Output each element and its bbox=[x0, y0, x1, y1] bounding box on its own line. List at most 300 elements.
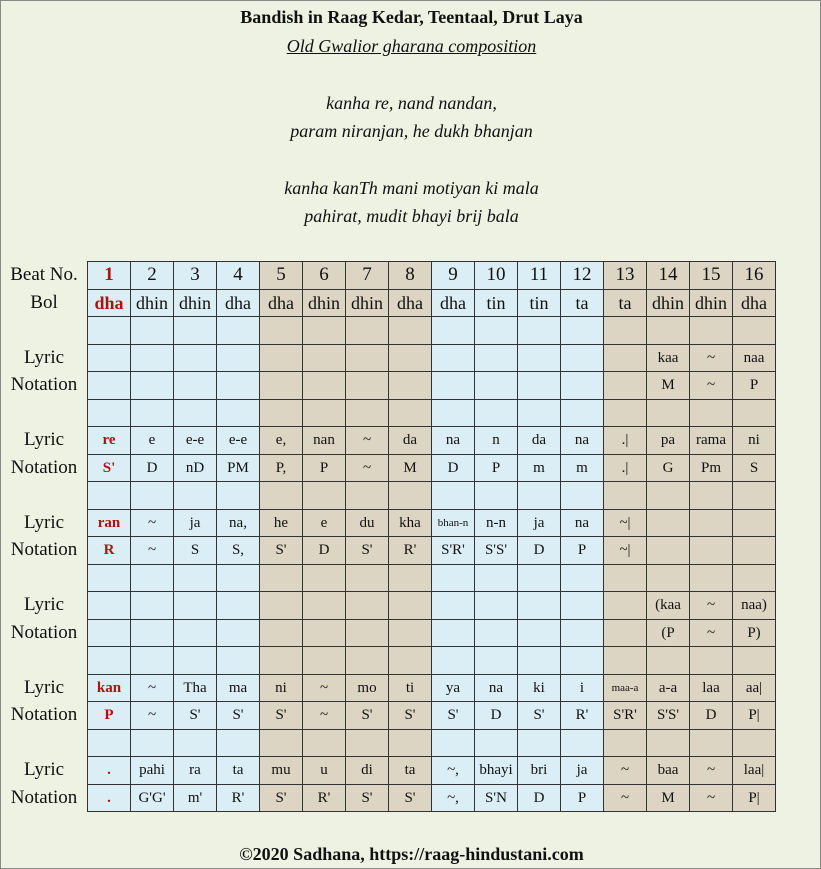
bol-cell: dha bbox=[217, 289, 260, 317]
empty-cell bbox=[604, 647, 647, 675]
notation-cell: S' bbox=[174, 702, 217, 730]
empty-cell bbox=[690, 729, 733, 757]
notation-cell: R bbox=[88, 537, 131, 565]
empty-cell bbox=[475, 482, 518, 510]
notation-cell: (P bbox=[647, 619, 690, 647]
notation-cell: S bbox=[733, 454, 776, 482]
notation-cell: S, bbox=[217, 537, 260, 565]
lyric-cell bbox=[346, 344, 389, 372]
bol-cell: dhin bbox=[131, 289, 174, 317]
empty-cell bbox=[432, 482, 475, 510]
notation-cell bbox=[432, 372, 475, 400]
empty-cell bbox=[690, 482, 733, 510]
lyric-cell bbox=[174, 592, 217, 620]
notation-cell bbox=[561, 619, 604, 647]
notation-cell: S' bbox=[260, 537, 303, 565]
beat-cell: 6 bbox=[303, 262, 346, 290]
notation-cell bbox=[260, 619, 303, 647]
lyric-cell: na, bbox=[217, 509, 260, 537]
spacer-label bbox=[1, 646, 87, 674]
notation-cell: S' bbox=[346, 537, 389, 565]
bol-cell: dha bbox=[88, 289, 131, 317]
bol-cell: dha bbox=[260, 289, 303, 317]
empty-cell bbox=[217, 647, 260, 675]
empty-cell bbox=[346, 564, 389, 592]
empty-cell bbox=[733, 729, 776, 757]
empty-cell bbox=[690, 564, 733, 592]
notation-cell: D bbox=[518, 784, 561, 812]
empty-cell bbox=[733, 482, 776, 510]
notation-cell bbox=[346, 372, 389, 400]
empty-cell bbox=[432, 317, 475, 345]
beat-cell: 4 bbox=[217, 262, 260, 290]
notation-cell: S' bbox=[346, 784, 389, 812]
lyric-row bbox=[88, 344, 776, 372]
lyric-cell: ma bbox=[217, 674, 260, 702]
notation-cell: ~, bbox=[432, 784, 475, 812]
empty-cell bbox=[174, 729, 217, 757]
bol-cell: dha bbox=[432, 289, 475, 317]
lyric-cell: (kaa bbox=[647, 592, 690, 620]
lyric-cell: naa bbox=[733, 344, 776, 372]
notation-cell: ~ bbox=[690, 619, 733, 647]
lyric-cell bbox=[432, 344, 475, 372]
lyric-row bbox=[88, 427, 776, 455]
notation-cell: R' bbox=[561, 702, 604, 730]
page-title: Bandish in Raag Kedar, Teentaal, Drut Laya bbox=[240, 7, 583, 27]
empty-cell bbox=[88, 482, 131, 510]
empty-cell bbox=[303, 729, 346, 757]
notation-cell bbox=[389, 372, 432, 400]
lyric-cell: na bbox=[432, 427, 475, 455]
empty-cell bbox=[604, 729, 647, 757]
notation-cell bbox=[217, 619, 260, 647]
notation-cell: P bbox=[561, 784, 604, 812]
row-label-notation: Notation bbox=[10, 704, 78, 725]
notation-cell: ~ bbox=[604, 784, 647, 812]
lyric-cell: ~ bbox=[131, 674, 174, 702]
empty-cell bbox=[647, 482, 690, 510]
verse-line-2: param niranjan, he dukh bhanjan bbox=[290, 121, 533, 141]
notation-cell: ~ bbox=[690, 372, 733, 400]
verse-line-4: pahirat, mudit bhayi brij bala bbox=[304, 206, 519, 226]
spacer-label bbox=[1, 564, 87, 592]
empty-cell bbox=[432, 399, 475, 427]
notation-row bbox=[88, 537, 776, 565]
empty-cell bbox=[131, 647, 174, 675]
lyric-cell: i bbox=[561, 674, 604, 702]
beat-cell: 15 bbox=[690, 262, 733, 290]
lyric-row bbox=[88, 592, 776, 620]
spacer-label bbox=[1, 481, 87, 509]
lyric-cell: ~ bbox=[303, 674, 346, 702]
empty-cell bbox=[217, 729, 260, 757]
lyric-cell: ~ bbox=[131, 509, 174, 537]
notation-cell bbox=[88, 619, 131, 647]
bol-cell: dha bbox=[733, 289, 776, 317]
notation-cell: .| bbox=[604, 454, 647, 482]
notation-cell: M bbox=[389, 454, 432, 482]
lyric-cell bbox=[260, 592, 303, 620]
notation-cell bbox=[174, 619, 217, 647]
lyric-cell: mo bbox=[346, 674, 389, 702]
beat-cell: 16 bbox=[733, 262, 776, 290]
lyric-cell: bhayi bbox=[475, 757, 518, 785]
lyric-cell bbox=[561, 344, 604, 372]
empty-cell bbox=[604, 482, 647, 510]
lyric-cell bbox=[733, 509, 776, 537]
lyric-cell: ~ bbox=[690, 592, 733, 620]
notation-cell: S'R' bbox=[604, 702, 647, 730]
empty-cell bbox=[260, 482, 303, 510]
spacer-row bbox=[88, 729, 776, 757]
empty-cell bbox=[690, 317, 733, 345]
spacer-row bbox=[88, 647, 776, 675]
lyric-cell: laa bbox=[690, 674, 733, 702]
beat-cell: 12 bbox=[561, 262, 604, 290]
lyric-cell: u bbox=[303, 757, 346, 785]
empty-cell bbox=[518, 399, 561, 427]
notation-row bbox=[88, 372, 776, 400]
lyric-cell bbox=[88, 592, 131, 620]
notation-cell: S'N bbox=[475, 784, 518, 812]
lyric-cell: ja bbox=[518, 509, 561, 537]
lyric-row bbox=[88, 757, 776, 785]
lyric-cell bbox=[303, 344, 346, 372]
row-label-notation: Notation bbox=[10, 456, 78, 478]
empty-cell bbox=[604, 564, 647, 592]
spacer-row bbox=[88, 564, 776, 592]
empty-cell bbox=[260, 647, 303, 675]
lyric-cell: baa bbox=[647, 757, 690, 785]
empty-cell bbox=[88, 399, 131, 427]
notation-cell: D bbox=[432, 454, 475, 482]
empty-cell bbox=[389, 317, 432, 345]
notation-cell: . bbox=[88, 784, 131, 812]
beat-cell: 9 bbox=[432, 262, 475, 290]
lyric-cell: ya bbox=[432, 674, 475, 702]
lyric-cell bbox=[217, 592, 260, 620]
empty-cell bbox=[561, 482, 604, 510]
notation-cell: P bbox=[733, 372, 776, 400]
empty-cell bbox=[88, 729, 131, 757]
empty-cell bbox=[518, 729, 561, 757]
empty-cell bbox=[604, 317, 647, 345]
empty-cell bbox=[217, 482, 260, 510]
empty-cell bbox=[432, 564, 475, 592]
empty-cell bbox=[174, 482, 217, 510]
empty-cell bbox=[518, 564, 561, 592]
empty-cell bbox=[561, 729, 604, 757]
empty-cell bbox=[346, 317, 389, 345]
lyric-cell: n bbox=[475, 427, 518, 455]
bol-cell: dhin bbox=[174, 289, 217, 317]
spacer-row bbox=[88, 482, 776, 510]
lyric-cell: da bbox=[389, 427, 432, 455]
empty-cell bbox=[690, 399, 733, 427]
notation-cell: S' bbox=[518, 702, 561, 730]
empty-cell bbox=[217, 564, 260, 592]
lyric-cell: . bbox=[88, 757, 131, 785]
notation-cell bbox=[174, 372, 217, 400]
notation-cell bbox=[303, 372, 346, 400]
empty-cell bbox=[174, 399, 217, 427]
lyric-cell bbox=[131, 344, 174, 372]
empty-cell bbox=[647, 317, 690, 345]
lyric-cell: re bbox=[88, 427, 131, 455]
lyric-cell bbox=[389, 344, 432, 372]
lyric-cell bbox=[475, 592, 518, 620]
empty-cell bbox=[217, 317, 260, 345]
notation-cell: D bbox=[303, 537, 346, 565]
lyric-cell bbox=[518, 592, 561, 620]
notation-cell: S bbox=[174, 537, 217, 565]
lyric-cell: ki bbox=[518, 674, 561, 702]
row-label-lyric: Lyric bbox=[23, 676, 65, 698]
lyric-cell: na bbox=[561, 427, 604, 455]
empty-cell bbox=[561, 399, 604, 427]
verse-line-1: kanha re, nand nandan, bbox=[326, 93, 497, 113]
notation-cell: P| bbox=[733, 702, 776, 730]
lyric-cell: ~| bbox=[604, 509, 647, 537]
lyric-cell: ra bbox=[174, 757, 217, 785]
notation-cell: m bbox=[518, 454, 561, 482]
empty-cell bbox=[647, 729, 690, 757]
empty-cell bbox=[690, 647, 733, 675]
notation-cell: R' bbox=[389, 537, 432, 565]
empty-cell bbox=[561, 564, 604, 592]
empty-cell bbox=[303, 482, 346, 510]
notation-cell: M bbox=[647, 372, 690, 400]
empty-cell bbox=[647, 399, 690, 427]
empty-cell bbox=[389, 729, 432, 757]
notation-grid bbox=[87, 261, 776, 812]
spacer-row bbox=[88, 317, 776, 345]
empty-cell bbox=[733, 647, 776, 675]
empty-cell bbox=[389, 564, 432, 592]
beat-cell: 1 bbox=[88, 262, 131, 290]
lyric-cell: e-e bbox=[174, 427, 217, 455]
notation-cell: S' bbox=[260, 784, 303, 812]
notation-cell: ~ bbox=[346, 454, 389, 482]
notation-cell: S' bbox=[389, 784, 432, 812]
row-label-beat: Beat No. bbox=[10, 264, 78, 285]
empty-cell bbox=[174, 647, 217, 675]
notation-cell bbox=[260, 372, 303, 400]
notation-cell: P) bbox=[733, 619, 776, 647]
beat-cell: 10 bbox=[475, 262, 518, 290]
notation-cell bbox=[432, 619, 475, 647]
notation-cell: D bbox=[518, 537, 561, 565]
empty-cell bbox=[733, 317, 776, 345]
row-label-lyric: Lyric bbox=[23, 511, 65, 533]
notation-cell bbox=[389, 619, 432, 647]
lyric-cell: a-a bbox=[647, 674, 690, 702]
empty-cell bbox=[561, 317, 604, 345]
bol-row bbox=[88, 289, 776, 317]
lyric-cell: da bbox=[518, 427, 561, 455]
empty-cell bbox=[303, 399, 346, 427]
lyric-cell: kaa bbox=[647, 344, 690, 372]
empty-cell bbox=[518, 482, 561, 510]
notation-cell: D bbox=[475, 702, 518, 730]
notation-cell bbox=[518, 372, 561, 400]
beat-cell: 3 bbox=[174, 262, 217, 290]
notation-cell: P| bbox=[733, 784, 776, 812]
empty-cell bbox=[303, 647, 346, 675]
lyric-cell: ~ bbox=[690, 344, 733, 372]
row-label-lyric: Lyric bbox=[23, 429, 65, 450]
notation-cell: S' bbox=[217, 702, 260, 730]
notation-cell: S'R' bbox=[432, 537, 475, 565]
lyric-cell: ni bbox=[733, 427, 776, 455]
empty-cell bbox=[561, 647, 604, 675]
lyric-cell: n-n bbox=[475, 509, 518, 537]
notation-cell bbox=[518, 619, 561, 647]
lyric-cell: maa-a bbox=[604, 674, 647, 702]
bol-cell: dhin bbox=[346, 289, 389, 317]
lyric-cell bbox=[217, 344, 260, 372]
lyric-cell bbox=[604, 344, 647, 372]
beat-cell: 2 bbox=[131, 262, 174, 290]
empty-cell bbox=[432, 729, 475, 757]
row-label-notation: Notation bbox=[10, 786, 78, 808]
empty-cell bbox=[131, 317, 174, 345]
notation-cell: D bbox=[690, 702, 733, 730]
empty-cell bbox=[518, 647, 561, 675]
lyric-cell bbox=[604, 592, 647, 620]
empty-cell bbox=[217, 399, 260, 427]
empty-cell bbox=[303, 317, 346, 345]
bol-cell: ta bbox=[604, 289, 647, 317]
lyric-cell: ja bbox=[561, 757, 604, 785]
notation-cell: P bbox=[303, 454, 346, 482]
bol-cell: ta bbox=[561, 289, 604, 317]
bol-cell: tin bbox=[518, 289, 561, 317]
beat-cell: 14 bbox=[647, 262, 690, 290]
lyric-cell bbox=[88, 344, 131, 372]
copyright-footer: ©2020 Sadhana, https://raag-hindustani.com bbox=[239, 844, 584, 864]
notation-cell: S' bbox=[346, 702, 389, 730]
beat-cell: 7 bbox=[346, 262, 389, 290]
notation-cell bbox=[131, 372, 174, 400]
lyric-cell: na bbox=[475, 674, 518, 702]
lyric-cell bbox=[260, 344, 303, 372]
empty-cell bbox=[475, 317, 518, 345]
beat-cell: 11 bbox=[518, 262, 561, 290]
empty-cell bbox=[733, 564, 776, 592]
notation-cell bbox=[346, 619, 389, 647]
lyric-cell bbox=[303, 592, 346, 620]
bol-cell: dha bbox=[389, 289, 432, 317]
lyric-cell bbox=[647, 509, 690, 537]
notation-cell bbox=[733, 537, 776, 565]
lyric-cell: ~ bbox=[346, 427, 389, 455]
lyric-cell bbox=[518, 344, 561, 372]
spacer-row bbox=[88, 399, 776, 427]
row-label-notation: Notation bbox=[10, 539, 78, 560]
lyric-cell bbox=[561, 592, 604, 620]
empty-cell bbox=[475, 399, 518, 427]
notation-cell: S' bbox=[389, 702, 432, 730]
lyric-cell: e bbox=[303, 509, 346, 537]
bol-cell: dhin bbox=[690, 289, 733, 317]
lyric-row bbox=[88, 509, 776, 537]
beat-cell: 5 bbox=[260, 262, 303, 290]
notation-row bbox=[88, 702, 776, 730]
notation-cell: S' bbox=[432, 702, 475, 730]
notation-cell: G'G' bbox=[131, 784, 174, 812]
notation-cell: S' bbox=[260, 702, 303, 730]
lyric-cell: ta bbox=[389, 757, 432, 785]
beat-row bbox=[88, 262, 776, 290]
empty-cell bbox=[88, 564, 131, 592]
notation-cell: Pm bbox=[690, 454, 733, 482]
notation-cell bbox=[303, 619, 346, 647]
lyric-cell: ran bbox=[88, 509, 131, 537]
lyric-cell bbox=[432, 592, 475, 620]
notation-cell bbox=[604, 619, 647, 647]
empty-cell bbox=[389, 647, 432, 675]
lyric-cell: ti bbox=[389, 674, 432, 702]
lyric-cell: .| bbox=[604, 427, 647, 455]
empty-cell bbox=[389, 399, 432, 427]
bol-cell: tin bbox=[475, 289, 518, 317]
notation-row bbox=[88, 784, 776, 812]
notation-cell: ~ bbox=[131, 702, 174, 730]
notation-cell: m bbox=[561, 454, 604, 482]
lyric-row bbox=[88, 674, 776, 702]
notation-cell bbox=[604, 372, 647, 400]
notation-cell: P, bbox=[260, 454, 303, 482]
empty-cell bbox=[475, 729, 518, 757]
notation-cell bbox=[131, 619, 174, 647]
lyric-cell bbox=[131, 592, 174, 620]
notation-cell: ~ bbox=[131, 537, 174, 565]
empty-cell bbox=[131, 564, 174, 592]
lyric-cell: ta bbox=[217, 757, 260, 785]
notation-cell: S'S' bbox=[475, 537, 518, 565]
row-label-lyric: Lyric bbox=[23, 346, 65, 368]
empty-cell bbox=[432, 647, 475, 675]
lyric-cell: rama bbox=[690, 427, 733, 455]
notation-cell: D bbox=[131, 454, 174, 482]
notation-cell: ~ bbox=[690, 784, 733, 812]
notation-cell bbox=[647, 537, 690, 565]
lyric-cell: aa| bbox=[733, 674, 776, 702]
empty-cell bbox=[303, 564, 346, 592]
notation-cell bbox=[217, 372, 260, 400]
empty-cell bbox=[260, 399, 303, 427]
empty-cell bbox=[174, 564, 217, 592]
lyric-cell: ~, bbox=[432, 757, 475, 785]
empty-cell bbox=[475, 564, 518, 592]
notation-cell: R' bbox=[217, 784, 260, 812]
spacer-label bbox=[1, 399, 87, 427]
lyric-cell: ~ bbox=[604, 757, 647, 785]
empty-cell bbox=[131, 399, 174, 427]
empty-cell bbox=[131, 729, 174, 757]
bol-cell: dhin bbox=[647, 289, 690, 317]
lyric-cell: he bbox=[260, 509, 303, 537]
empty-cell bbox=[518, 317, 561, 345]
lyric-cell: e-e bbox=[217, 427, 260, 455]
empty-cell bbox=[475, 647, 518, 675]
notation-row bbox=[88, 619, 776, 647]
notation-cell: S' bbox=[88, 454, 131, 482]
lyric-cell: du bbox=[346, 509, 389, 537]
lyric-cell: ja bbox=[174, 509, 217, 537]
